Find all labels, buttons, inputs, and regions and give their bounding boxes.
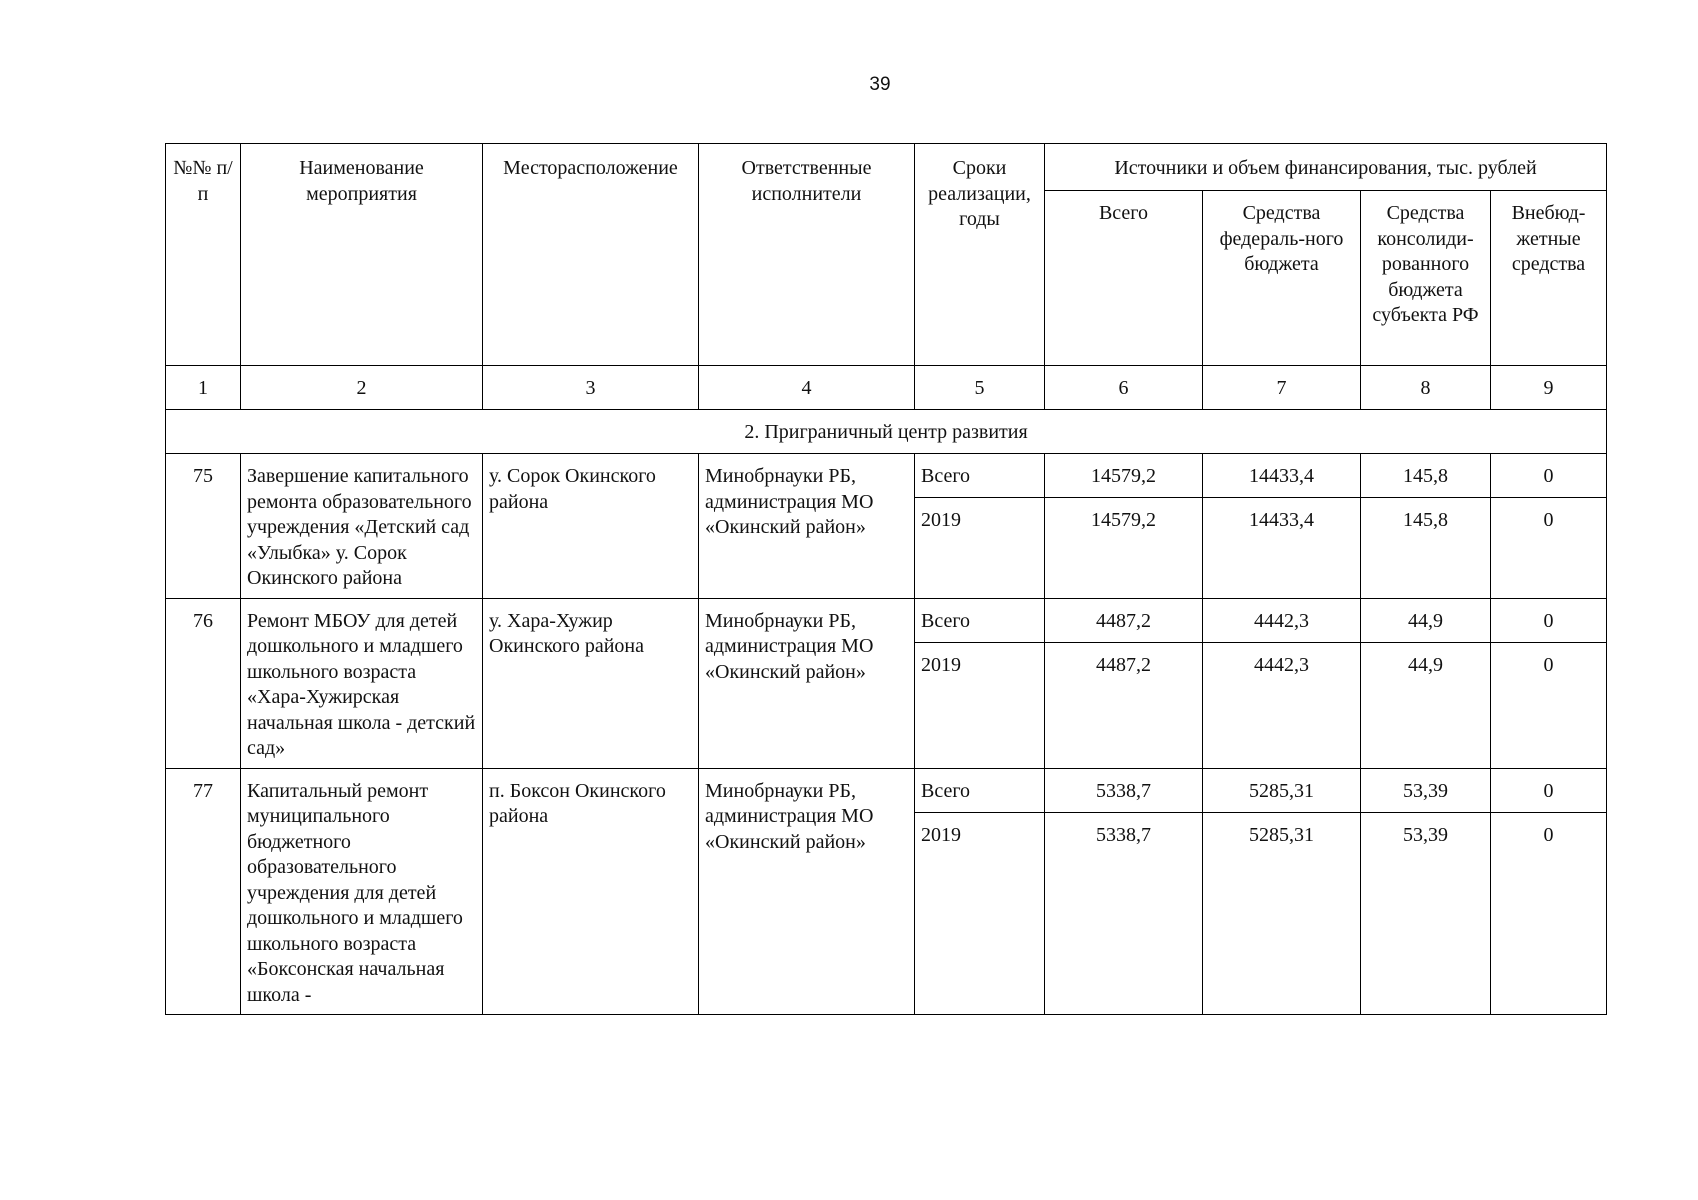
period-cell: 2019 (915, 498, 1045, 599)
header-num: №№ п/п (166, 144, 241, 366)
event-name: Завершение капитального ремонта образовательного учреждения «Детский сад «Улыбка» у. Сорок Окинского района (241, 454, 483, 599)
extra-cell: 0 (1491, 598, 1607, 642)
federal-cell: 4442,3 (1203, 598, 1361, 642)
event-executors: Минобрнауки РБ, администрация МО «Окинский район» (699, 454, 915, 599)
federal-cell: 14433,4 (1203, 454, 1361, 498)
column-number: 4 (699, 366, 915, 410)
period-cell: Всего (915, 598, 1045, 642)
federal-cell: 5285,31 (1203, 768, 1361, 812)
column-number: 5 (915, 366, 1045, 410)
consolidated-cell: 44,9 (1361, 598, 1491, 642)
period-cell: Всего (915, 768, 1045, 812)
financing-table (165, 143, 1607, 1015)
header-row (166, 144, 1607, 191)
event-name: Ремонт МБОУ для детей дошкольного и младшего школьного возраста «Хара-Хужирская начальная школа - детский сад» (241, 598, 483, 768)
total-cell: 4487,2 (1045, 598, 1203, 642)
federal-cell: 4442,3 (1203, 642, 1361, 768)
header-total: Всего (1045, 191, 1203, 366)
column-number: 6 (1045, 366, 1203, 410)
total-cell: 5338,7 (1045, 768, 1203, 812)
extra-cell: 0 (1491, 454, 1607, 498)
row-number: 77 (166, 768, 241, 1015)
event-executors: Минобрнауки РБ, администрация МО «Окинский район» (699, 768, 915, 1015)
total-cell: 14579,2 (1045, 498, 1203, 599)
extra-cell: 0 (1491, 498, 1607, 599)
row-number: 76 (166, 598, 241, 768)
total-cell: 14579,2 (1045, 454, 1203, 498)
event-location: у. Хара-Хужир Окинского района (483, 598, 699, 768)
period-cell: 2019 (915, 812, 1045, 1015)
extra-cell: 0 (1491, 812, 1607, 1015)
header-consolidated: Средства консолиди-рованного бюджета субъекта РФ (1361, 191, 1491, 366)
header-executors: Ответственные исполнители (699, 144, 915, 366)
column-number: 3 (483, 366, 699, 410)
header-location: Месторасположение (483, 144, 699, 366)
column-number: 8 (1361, 366, 1491, 410)
page-number: 39 (869, 74, 891, 95)
column-number: 9 (1491, 366, 1607, 410)
section-row (166, 410, 1607, 454)
column-number: 2 (241, 366, 483, 410)
header-period: Сроки реализации, годы (915, 144, 1045, 366)
header-extrabudget: Внебюд-жетные средства (1491, 191, 1607, 366)
table-row (166, 598, 1607, 642)
period-cell: 2019 (915, 642, 1045, 768)
header-name: Наименование мероприятия (241, 144, 483, 366)
consolidated-cell: 53,39 (1361, 812, 1491, 1015)
extra-cell: 0 (1491, 642, 1607, 768)
federal-cell: 14433,4 (1203, 498, 1361, 599)
extra-cell: 0 (1491, 768, 1607, 812)
column-number-row (166, 366, 1607, 410)
event-name: Капитальный ремонт муниципального бюджетного образовательного учреждения для детей дошкольного и младшего школьного возраста «Боксонская начальная школа - (241, 768, 483, 1015)
column-number: 1 (166, 366, 241, 410)
consolidated-cell: 53,39 (1361, 768, 1491, 812)
header-federal: Средства федераль-ного бюджета (1203, 191, 1361, 366)
event-location: п. Боксон Окинского района (483, 768, 699, 1015)
consolidated-cell: 145,8 (1361, 454, 1491, 498)
column-number: 7 (1203, 366, 1361, 410)
row-number: 75 (166, 454, 241, 599)
federal-cell: 5285,31 (1203, 812, 1361, 1015)
total-cell: 4487,2 (1045, 642, 1203, 768)
section-title: 2. Приграничный центр развития (166, 410, 1607, 454)
period-cell: Всего (915, 454, 1045, 498)
event-location: у. Сорок Окинского района (483, 454, 699, 599)
total-cell: 5338,7 (1045, 812, 1203, 1015)
header-sources: Источники и объем финансирования, тыс. рублей (1045, 144, 1607, 191)
consolidated-cell: 44,9 (1361, 642, 1491, 768)
consolidated-cell: 145,8 (1361, 498, 1491, 599)
table-row (166, 454, 1607, 498)
event-executors: Минобрнауки РБ, администрация МО «Окинский район» (699, 598, 915, 768)
table-row (166, 768, 1607, 812)
